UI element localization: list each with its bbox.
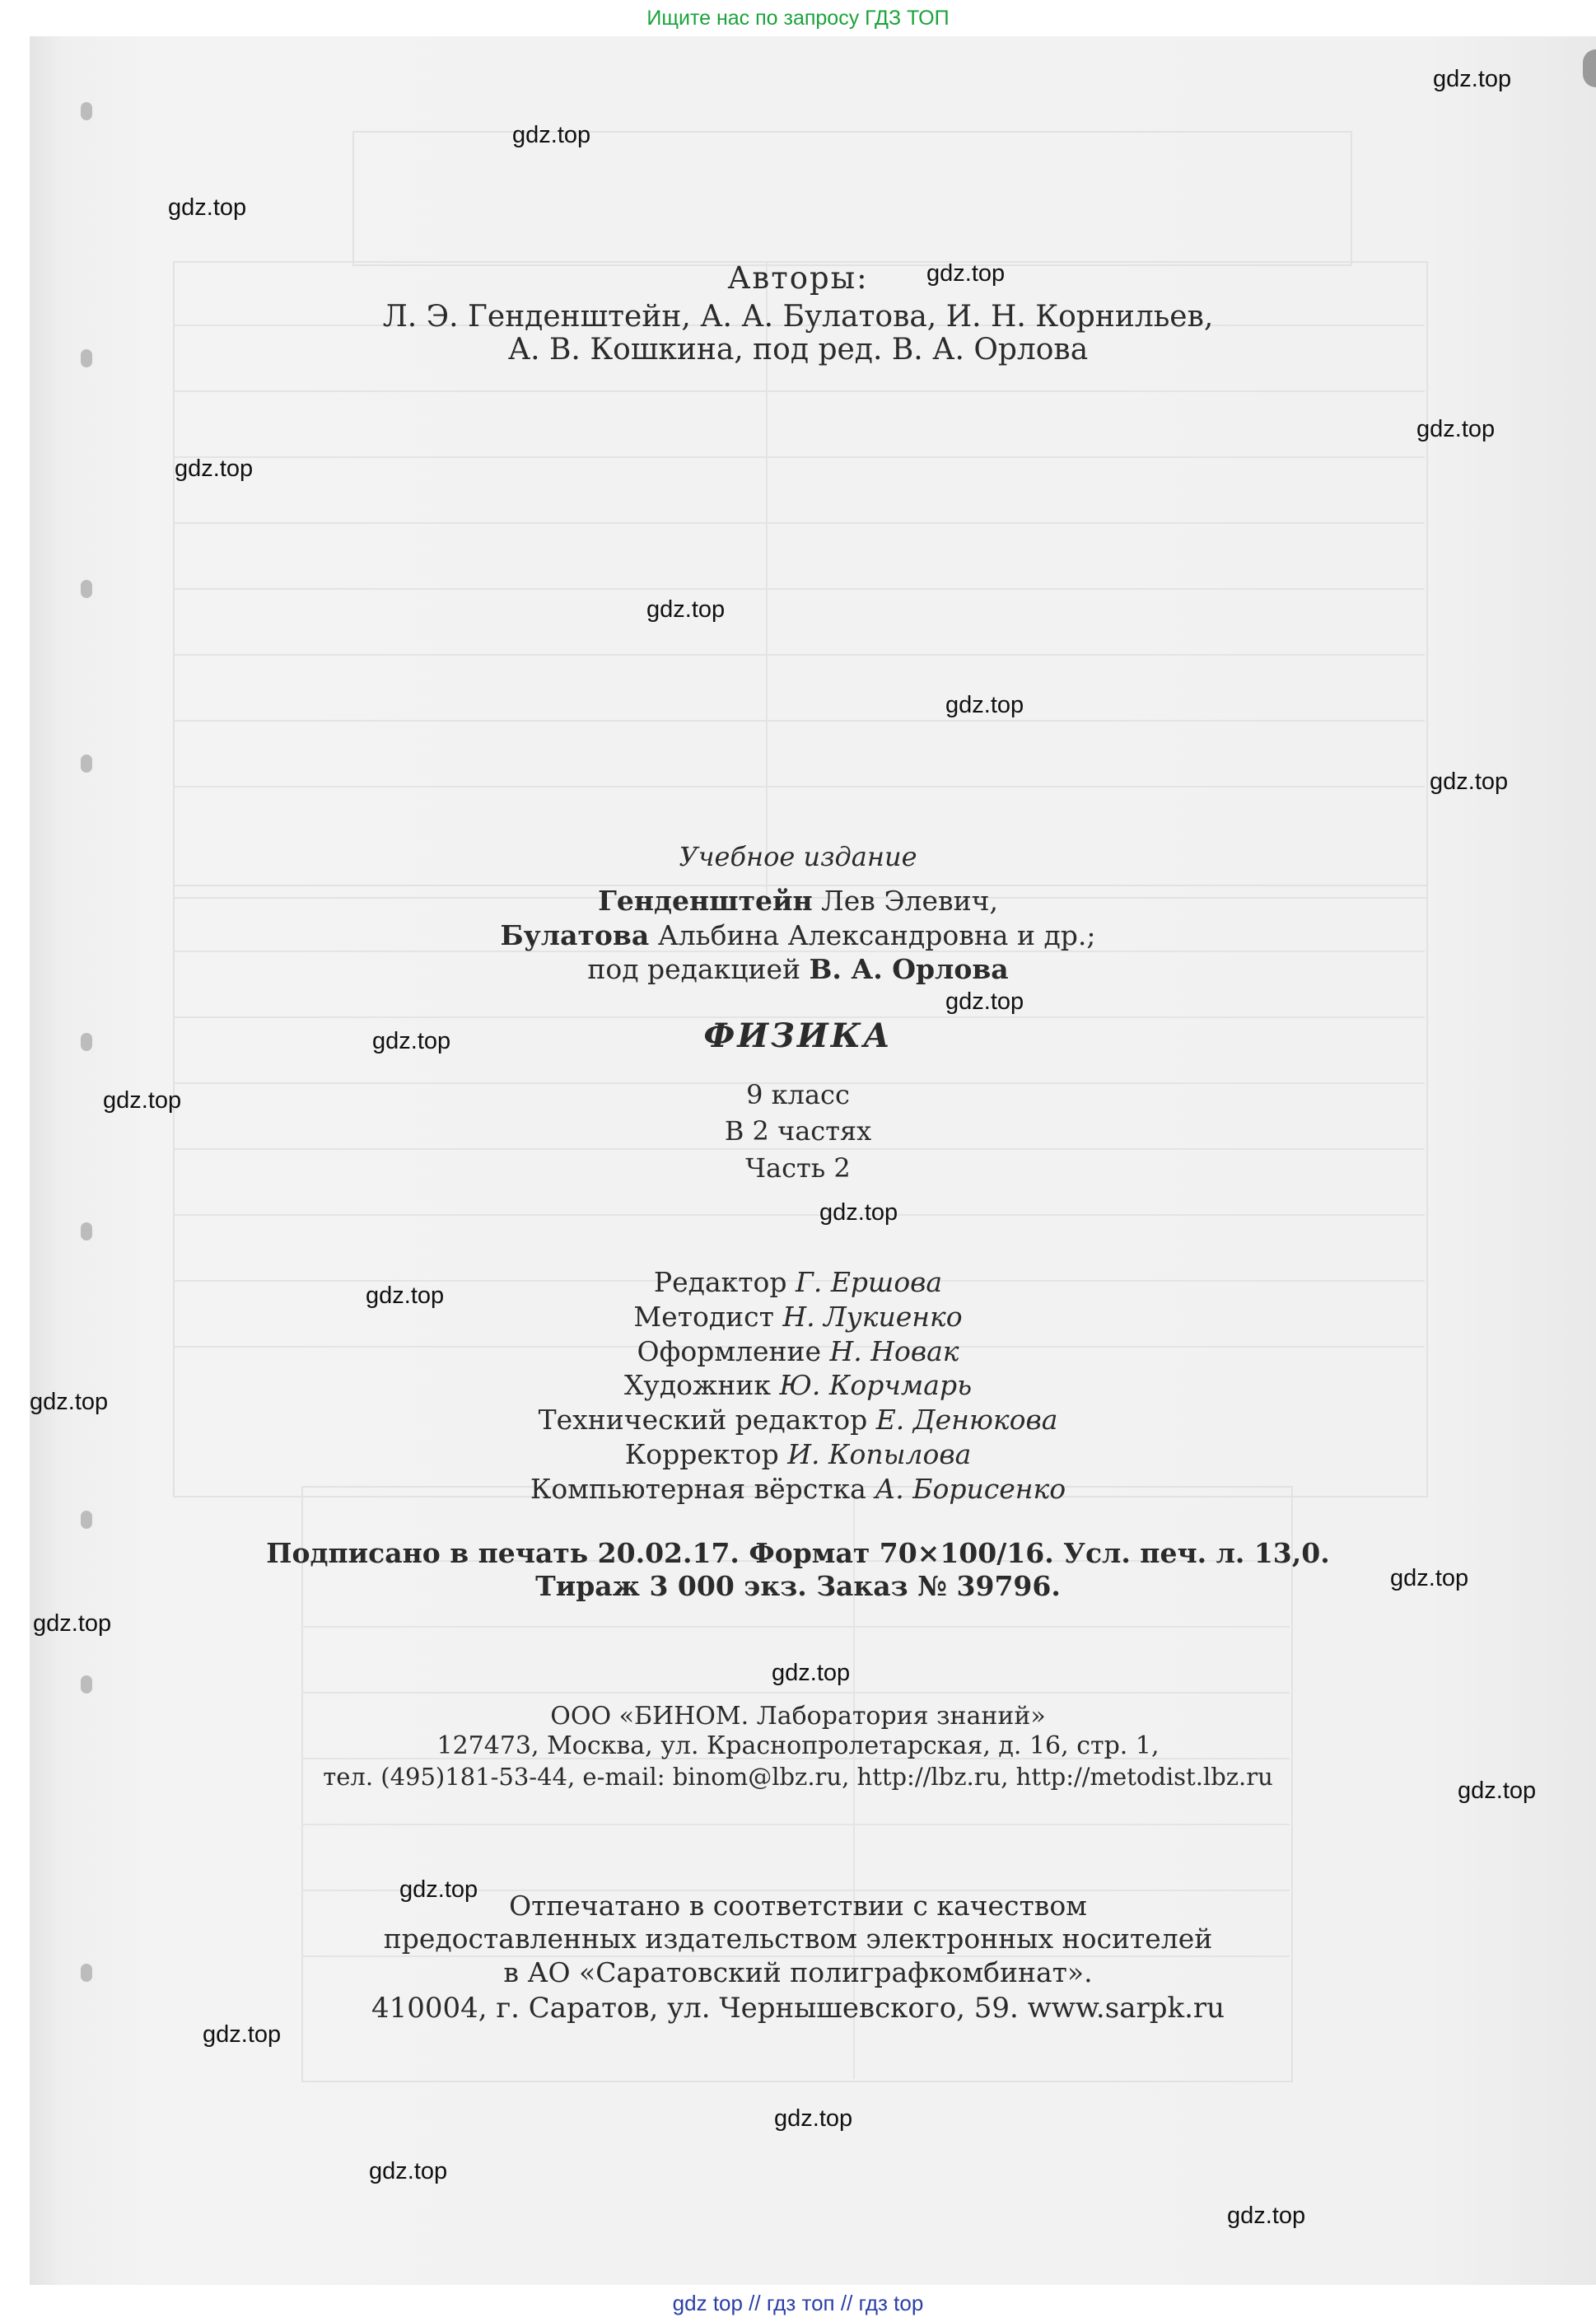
- edition-parts: В 2 частях: [724, 1115, 872, 1147]
- watermark-gdz: gdz.top: [399, 1876, 478, 1903]
- credit-line: [0, 1266, 1596, 1298]
- credit-name: Ю. Корчмарь: [779, 1369, 973, 1401]
- watermark-gdz: gdz.top: [1430, 769, 1509, 795]
- printer-line-3: в АО «Саратовский полиграфкомбинат».: [503, 1956, 1093, 1988]
- ghost-rule: [173, 456, 1425, 458]
- edition-part: Часть 2: [745, 1152, 851, 1184]
- credit-role: Компьютерная вёрстка: [530, 1473, 875, 1505]
- binding-hole: [81, 1675, 92, 1694]
- credit-role: Методист: [633, 1301, 783, 1333]
- credit-line: [0, 1301, 1596, 1333]
- binding-hole: [81, 580, 92, 598]
- watermark-gdz: gdz.top: [819, 1199, 898, 1226]
- binding-hole: [81, 102, 92, 120]
- watermark-gdz: gdz.top: [926, 260, 1006, 287]
- watermark-gdz: gdz.top: [103, 1087, 182, 1114]
- printer-line-2: предоставленных издательством электронных носителей: [383, 1923, 1213, 1955]
- print-info-line-1: Подписано в печать 20.02.17. Формат 70×100/16. Усл. печ. л. 13,0.: [266, 1537, 1330, 1569]
- ghost-rule: [173, 654, 1425, 656]
- credit-line: [0, 1369, 1596, 1401]
- watermark-gdz: gdz.top: [168, 194, 247, 221]
- credit-role: Художник: [623, 1369, 780, 1401]
- binding-hole: [81, 755, 92, 773]
- credit-name: А. Борисенко: [875, 1473, 1066, 1505]
- watermark-gdz: gdz.top: [30, 1389, 109, 1415]
- printer-line-1: Отпечатано в соответствии с качеством: [509, 1890, 1087, 1922]
- credit-name: Г. Ершова: [796, 1266, 943, 1298]
- publisher-contacts: тел. (495)181-53-44, e-mail: binom@lbz.ru, http://lbz.ru, http://metodist.lbz.ru: [323, 1763, 1273, 1791]
- ghost-rule: [301, 1824, 1290, 1825]
- authors-line-2: А. В. Кошкина, под ред. В. А. Орлова: [507, 333, 1089, 367]
- ghost-rule: [173, 1148, 1425, 1150]
- watermark-gdz: gdz.top: [372, 1028, 451, 1054]
- edition-editor: [0, 953, 1596, 985]
- edition-grade: 9 класс: [746, 1079, 850, 1110]
- book-title: ФИЗИКА: [703, 1016, 893, 1055]
- credit-line: [0, 1438, 1596, 1470]
- watermark-gdz: gdz.top: [1458, 1778, 1537, 1804]
- watermark-gdz: gdz.top: [366, 1282, 445, 1309]
- printer-line-4: 410004, г. Саратов, ул. Чернышевского, 59. www.sarpk.ru: [371, 1992, 1225, 2025]
- watermark-gdz: gdz.top: [945, 692, 1024, 718]
- watermark-gdz: gdz.top: [1433, 66, 1512, 92]
- watermark-gdz: gdz.top: [1227, 2203, 1306, 2229]
- ghost-rule: [173, 786, 1425, 787]
- credit-line: [0, 1335, 1596, 1367]
- watermark-gdz: gdz.top: [33, 1610, 112, 1637]
- credit-name: Н. Лукиенко: [782, 1301, 963, 1333]
- watermark-gdz: gdz.top: [772, 1660, 851, 1686]
- ghost-rule: [301, 1692, 1290, 1694]
- top-banner-link[interactable]: Ищите нас по запросу ГДЗ ТОП: [646, 7, 950, 30]
- author-1-surname: Генденштейн: [598, 885, 813, 917]
- editor-name: В. А. Орлова: [809, 953, 1009, 985]
- ghost-rule: [173, 1214, 1425, 1216]
- credit-role: Оформление: [637, 1335, 830, 1367]
- ghost-rule: [173, 390, 1425, 392]
- author-2-name: Альбина Александровна и др.;: [649, 919, 1096, 951]
- watermark-gdz: gdz.top: [774, 2105, 853, 2132]
- watermark-gdz: gdz.top: [945, 988, 1024, 1015]
- edition-author-2: [0, 919, 1596, 951]
- credit-name: Н. Новак: [829, 1335, 959, 1367]
- authors-heading: Авторы:: [727, 260, 869, 296]
- binding-hole: [81, 1511, 92, 1529]
- page-corner-mark: [1583, 49, 1596, 87]
- ghost-table-top: [352, 131, 1352, 266]
- credit-line: [0, 1473, 1596, 1505]
- editor-prefix: под редакцией: [587, 953, 810, 985]
- binding-hole: [81, 1222, 92, 1240]
- watermark-gdz: gdz.top: [369, 2158, 448, 2184]
- edition-kind: Учебное издание: [679, 841, 917, 872]
- credit-role: Корректор: [624, 1438, 788, 1470]
- credit-role: Редактор: [653, 1266, 796, 1298]
- author-2-surname: Булатова: [500, 919, 650, 951]
- watermark-gdz: gdz.top: [512, 122, 591, 148]
- ghost-rule: [173, 720, 1425, 722]
- author-1-name: Лев Элевич,: [812, 885, 998, 917]
- credit-line: [0, 1404, 1596, 1436]
- watermark-gdz: gdz.top: [1390, 1565, 1469, 1591]
- publisher-name: ООО «БИНОМ. Лаборатория знаний»: [550, 1702, 1046, 1731]
- ghost-rule: [173, 588, 1425, 590]
- edition-author-1: [0, 885, 1596, 917]
- authors-line-1: Л. Э. Генденштейн, А. А. Булатова, И. Н. Корнильев,: [382, 300, 1214, 334]
- ghost-rule: [173, 522, 1425, 524]
- credit-name: И. Копылова: [787, 1438, 972, 1470]
- credit-name: Е. Денюкова: [875, 1404, 1058, 1436]
- watermark-gdz: gdz.top: [1416, 416, 1496, 442]
- watermark-gdz: gdz.top: [646, 596, 726, 623]
- credit-role: Технический редактор: [538, 1404, 876, 1436]
- print-info-line-2: Тираж 3 000 экз. Заказ № 39796.: [535, 1570, 1061, 1602]
- ghost-rule: [301, 1626, 1290, 1628]
- watermark-gdz: gdz.top: [175, 456, 254, 482]
- watermark-gdz: gdz.top: [203, 2021, 282, 2048]
- publisher-address: 127473, Москва, ул. Краснопролетарская, д. 16, стр. 1,: [436, 1731, 1160, 1760]
- bottom-banner-link[interactable]: gdz top // гдз топ // гдз top: [672, 2291, 924, 2315]
